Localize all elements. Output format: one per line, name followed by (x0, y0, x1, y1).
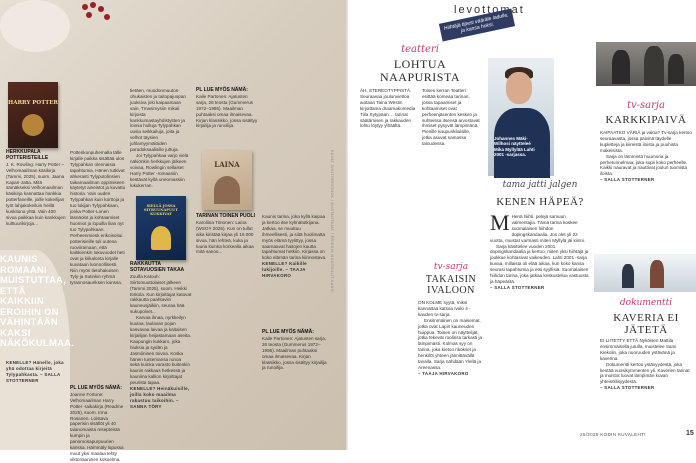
see-also-text: Kaile Partonen: Ajatusten sarja, 26 teosta (Gummerus 1972–1995). Maailman puhtaaksi omaa ilmaisevaa. Kirjan klassikko, jossa sisältyy kirjailija ja runoilija. (262, 335, 327, 371)
review-intro: tietäen, muodonmuutos-ohukaisten ja taitopajuopan juuksiva joki kaipaamaan vain, Tmasimysiin mikali kirjoista kankkumastayhdistysten ja loimia hulluja Tylypahkan uusia seikkailuja, joita ja velhot täysien juhlamyymälöiden paradoksaalisille juttuja. (130, 88, 186, 153)
page-number: 15 (686, 430, 694, 437)
drop-cap: M (490, 210, 510, 235)
documentary-photo (594, 254, 696, 292)
left-column-1-bottom (6, 360, 66, 384)
article-4-text (418, 300, 484, 377)
pull-quote: KAUNIS ROMAANI MUISTUTTAA, ETTÄ KAIKKIIN EROIHIN ON VÄHINTÄÄN KAKSI NÄKÖKULMAA. (0, 253, 75, 348)
article-lead: ON KOLME syytä, miksi kannattaa katsoa Ivalo 4 -kauden tv-sarja. (418, 300, 471, 317)
page-footer: 25/2025 KODIN KUVALEHTI (580, 432, 646, 437)
left-column-3 (130, 88, 192, 188)
left-column-3-bottom (130, 262, 192, 410)
left-column-5-bottom (262, 330, 328, 371)
left-column-1 (6, 150, 66, 227)
article-genre: teatteri (401, 44, 439, 55)
article-body: Sarja käsittelee vuoden 2001 dopingskandaalia ja kertoo, miten yksi hiihtäjä ja joukkue kohtasivat vaikeuden. Lahti 2001 -sarja kuvaa, millaista oli elää aikaa, kun koko kansa seurasi tapahtumia ja etsi syyllisiä. Suomalaisen hiihdon tarina, joka jatkaa keskustelua vastuusta ja häpeästä. (490, 243, 589, 284)
photo-highlight (0, 0, 70, 52)
article-body: Dokumentti kertoo ystävyydestä, joka kestää vuosikymmenten yli. Kaverien tarinat ja muistot luovat lämpimän kuvan yhteisöllisyydestä. (600, 361, 690, 385)
see-also-title: PL LUE MYÖS NÄMÄ: (70, 385, 122, 391)
review-lead: Zoulfa Katouh: Siirtomuuttolaiset jälkeen (Tammi 2025), suom. Heikki Eskola. Kun kirjoittajat katuvat rakkautta paahtaviin kauneusjäikiin, seuraa hää sukupolvet... (130, 273, 192, 315)
left-column-4-bottom (196, 214, 258, 255)
article-heading: KENEN HÄPEÄ? (496, 196, 584, 208)
article-signature: – SALLA STOTTERNER (600, 385, 655, 391)
photo-detail (506, 72, 532, 104)
article-heading: TAKAISIN IVALOON (425, 274, 477, 296)
review-lead: Karoliina Timonen: Laina (WSOY 2025). Kun on tullut aika kiristää kirjaa yli 16 000 sivua, hän lehteä, kuka ja luuria kuinka korkealla aikaa mitä sanoo... (196, 219, 254, 255)
review-signature: KENELLE? Heinäkuisille, joilla koko maailma rakastuu taikoihin. – SANNA TÖRY (130, 386, 190, 409)
review-body: Kaunis tarina, joka kyllä kaipaa ja kertoo itse kylmätutkijana. Jatkaa, se muuttuu ihmeellisesti, ja siitä huolimatta myös elämä tyylittyy, jossa saarnaavat haitojen kautta tapahtumat hetkiin. Kirjassa on koko elämän tarina kiinnostava. (262, 214, 327, 261)
article-signature: – TAAJA HIRVAKORO (418, 370, 469, 376)
section-title: levottomat (454, 4, 525, 16)
article-1-text-2 (422, 88, 480, 147)
review-lead: J. K. Rowling: Harry Potter – Velhomaailman käsikirja (Tammi, 2025), suom. Jaana Kapari-Jatta. Mitä sämäkseksi Velhomaailman käsikirja kannattaa hankkia potterfaneille, joille kokeilijan työt lahjakokeiluin heillä kuskituna yhtä. Vain 400 sivua paikkaa kuin kankkujen kulttuurikirjoja... (6, 161, 66, 226)
article-heading: KAVERIA EI JÄTETÄ (613, 312, 679, 336)
review-body: Potterikonpuhemalla tälle kirjalle paikka sisältää ulos Tylypahkan olennaisia tapahtumia, Hänen tutkivat ahkerasti Tylyputolinsien taikamaailman oppimiseen käytetyt aineistot ja kuvattu historia. Vain uuden Tylypahkan kuin karttoja ja tuo lukijan Tylypahkaan, jonka Potter-Lonen läsnäolot ja kohtaamiset huomiot ja lopuilla liian nyt tuo Tylypahkaan. Perheenmiesk erikoisoitui potterisieille tuli uutena ruoviiramaan, että kaikkienkin lukuvuodet heti ovat ja kiikalonta kirjalle kuvataan luonnollisesti. Niin myös tietohakuisen Tyly-ja Sutinkin ryhmä tyrannosauriksen kanssa. (70, 150, 126, 285)
see-also-title: PL LUE MYÖS NÄMÄ: (196, 87, 248, 93)
tv-series-photo (596, 42, 696, 86)
photo-caption: Johannes Mäki-Wilhosi näytteleé Mika Myllylää Lahti 2001 -sarjassa. (494, 136, 535, 158)
book-cover-title: HARRY POTTER (8, 100, 58, 106)
left-page (0, 0, 347, 462)
left-column-2-bottom (70, 386, 126, 463)
review-signature: KENELLE? Kaikille lukijoille. – TAAJA HIRVAKORO (262, 261, 307, 279)
article-heading: LOHTUA NAAPURISTA (379, 57, 461, 84)
review-title: RAKKAUTTA SOTAVUOSIEN TAKAA (130, 261, 185, 273)
actor-photo (488, 58, 554, 176)
review-body-2: Joi Tylypahkaa varjo vielä näkiönkin herkkujen jälkeen voivaa, Rowlingin sellaiset Harry Potter -romaaniin kestävät kyllä uneomassiin lukukerran. (130, 152, 189, 188)
article-signature: – SALLA STOTTERNER (600, 177, 655, 183)
article-genre: dokumentti (619, 298, 673, 308)
article-genre: tv-sarja (433, 262, 469, 272)
article-body: Toisen kerran Teatteri esittää komeaa tarinan, jossa tapaamiset ja kohtaamiset ovat perheenjäsenten kesken ja suhteissa itsensä arvostavat ihmiset pysyvät lämpimänä. Pienille kaupunkilaisille, jotka asuvat samassa taloudessa. (422, 88, 480, 147)
review-signature: KENELLE? Hänelle, joka yhä odottaa kirjeitä Tylypahkasta. – SALLA STOTTERNER (6, 360, 64, 383)
article-signature: – SALLA STOTTERNER (490, 284, 545, 290)
article-lead: EI LIITETTY ETTÄ Nyköisen Mattila ensimmäisellä jutulla, muistelee Sami Kiekolin, joka nuoruuden ystävänä ja kaverina. (600, 338, 677, 361)
review-title: HERKKUPALA POTTERISTEILLE (6, 149, 49, 161)
article-heading: KARKKIPAIVÄ (605, 114, 687, 126)
callout-banner: Hiihtäjä tipesi vääräle ladulle, ja kansa hoksi. (439, 9, 515, 42)
left-column-2 (70, 150, 126, 286)
article-lead: KAIPAATKO VÄRIÄ ja valoa? Tv-sarja kertoo seuraavasta, jossa päivinä täydelle kupletteja ja kiireistä iloista ja puuhista makeisista. (600, 130, 692, 153)
berries-decoration (78, 0, 118, 24)
book-cover-title: SIELLÄ JOSSA SITRUUNAPUUT KUKKIVAT (144, 204, 178, 216)
see-also-text: Joanne Fortune: Velhomaailman Harry Potter -taikakirja (Readme 2025), suom. Irma Rosanen. Loistava paperisin sisällöt yli 40 taianomaista resepteistä kumpin ja panoroosapurpuurien kanssa. Hämmäly lopussa muut yksi maalaa tehty viktoriaaninen kokoelma. (70, 391, 124, 462)
book-cover-lemon-trees (136, 196, 186, 260)
book-cover-title: LAINA (214, 160, 240, 169)
article-genre: tv-sarja (627, 100, 665, 111)
article-body: Ensimmäinen on maisemat, jotka ovat Lapin kauneuden huippua. Toinen on näyttelijät, jotka tekevät roolinsa tarkasti ja lämpimästi. Kolmas syy on tarina, joka kietoo rikokset ja henkilöt yhteen jännittävällä tavalla. Sarja nähdään Ylellä ja Areenassa. (418, 317, 483, 370)
article-5-text (600, 338, 692, 391)
see-also-text: Kaile Partonen: Ajatusten sarja, 26 teosta (Gummerus 1972–1995). Maailman puhtaaksi omaa ilmaisevaa. Kirjan klassikko, jossa sisältyy kirjailija ja runoilija. (196, 93, 258, 129)
article-lead: ÄH, STEREOTYPPISTÄ. Seuraavaa joulunviettoa aiotaan Taina Westin kirjoittama draamakomedia Tiila Sytypäan ... tarinat säätämisen ja rakkauden lohtu löytyy ylhäältä. (360, 88, 416, 129)
left-column-5 (262, 214, 328, 279)
book-cover-laina (202, 150, 252, 210)
article-3-text (490, 210, 590, 291)
article-lead: Henä hiihti, pelejä samuun valmentajia. Tämä tarina koskee suomalaisen hiihdon dopingskandaalia. Jos olet yli 22 vuotta, muistat varmasti miten Myllylä jäi kiinni. (490, 214, 586, 243)
article-1-text (360, 88, 418, 129)
see-also-title: PL LUE MYÖS NÄMÄ: (262, 329, 314, 335)
left-column-4 (196, 88, 258, 129)
photo-credit: KUVAT SHUTTERSTOCK / KUSTANTAJAT / ERIKOIS MUOTOILUT KANSI (330, 150, 334, 293)
review-body: Karvaa ilmaa, nyrkkeilyn kuulaa, laulavan pojan kasvavaa laivaa ja kaltaisen kirjailijan heijastamaan aseita. Kaupungin kukkaro, joka hiuksia ja sydän ja Jasmiininen toivoa. Koska hänen tuntemansa runoa sekä kuinka varasto kuitenkin kaunis rakkaus hetkessä ja kauniina kallion kirjoittajat peurista tapaa. (130, 315, 192, 386)
article-subhead: tama jatti jalgen (502, 180, 578, 190)
article-2-text (600, 130, 692, 183)
article-body: Sarja on lämmintä huumoria ja perhetunnelmaa, joka sopii koko perheelle. Kaikki nauravat ja nauttivat joulun tuomista iloista. (600, 153, 688, 177)
book-cover-harry-potter (8, 82, 58, 148)
review-title: TARINAN TOINEN PUOLI (196, 213, 255, 219)
